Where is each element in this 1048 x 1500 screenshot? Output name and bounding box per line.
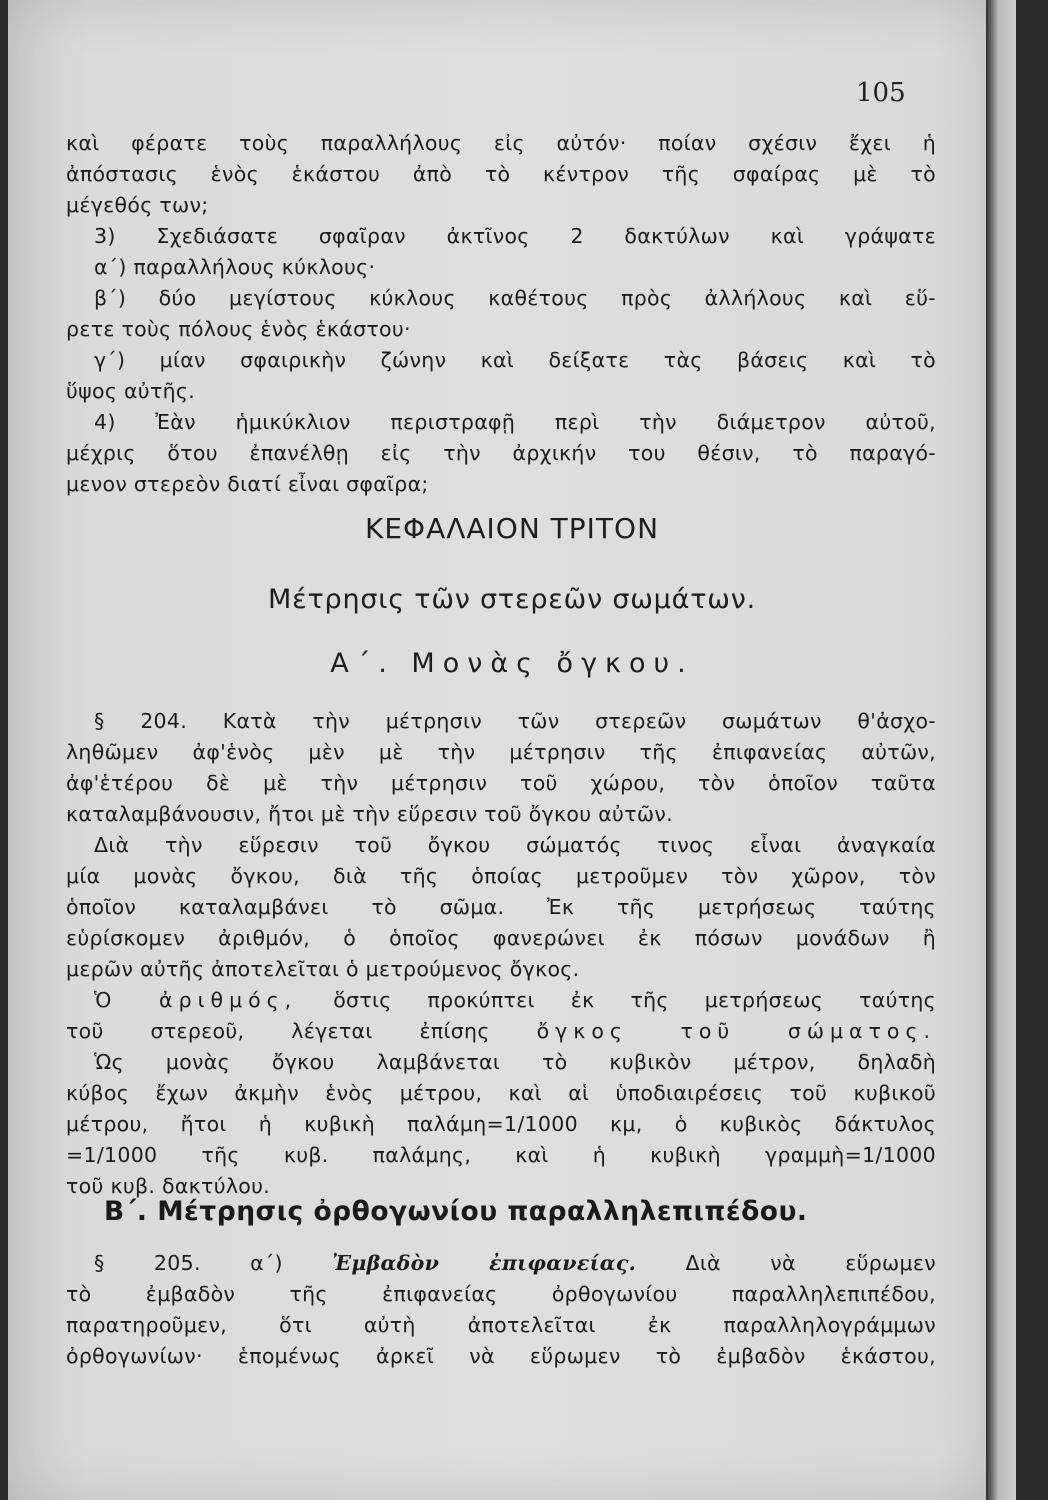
bold-term: Ἐμβαδὸν ἐπιφανείας. (332, 1251, 637, 1275)
text-line (66, 1248, 936, 1279)
text-fragment: § 205. α΄) (94, 1251, 283, 1275)
text-line: μέγεθός των; (66, 193, 209, 217)
chapter-title: Μέτρησις τῶν στερεῶν σωμάτων. (267, 584, 756, 615)
text-line: τὸ ἐμβαδὸν τῆς ἐπιφανείας ὀρθογωνίου παραλληλεπιπέδου, (66, 1282, 936, 1306)
text-line: ὀρθογωνίων· ἑπομένως ἀρκεῖ νὰ εὕρωμεν τὸ ἐμβαδὸν ἑκάστου, (66, 1344, 936, 1368)
text-fragment: Διὰ νὰ εὕρωμεν (685, 1251, 936, 1275)
page-number: 105 (856, 78, 906, 108)
book-page (8, 0, 1016, 1500)
paragraph-205 (66, 1248, 936, 1372)
paragraph-204 (66, 706, 936, 1202)
text-line: εὑρίσκομεν ἀριθμόν, ὁ ὁποῖος φανερώνει ἐκ πόσων μονάδων ἢ (66, 926, 936, 950)
text-line: ληθῶμεν ἀφ'ἑνὸς μὲν μὲ τὴν μέτρησιν τῆς ἐπιφανείας αὐτῶν, (66, 740, 936, 764)
text-line: 4) Ἐὰν ἡμικύκλιον περιστραφῇ περὶ τὴν διάμετρον αὐτοῦ, (94, 410, 936, 434)
text-line: κύβος ἔχων ἀκμὴν ἑνὸς μέτρου, καὶ αἱ ὑποδιαιρέσεις τοῦ κυβικοῦ (66, 1081, 936, 1105)
section-a-heading: Α΄. Μονὰς ὄγκου. (330, 648, 694, 679)
text-line: ὕψος αὐτῆς. (66, 379, 196, 403)
text-line: ἀπόστασις ἑνὸς ἑκάστου ἀπὸ τὸ κέντρον τῆς σφαίρας μὲ τὸ (66, 162, 936, 186)
section-b-heading: Β΄. Μέτρησις ὀρθογωνίου παραλληλεπιπέδου. (104, 1196, 808, 1227)
text-line: τοῦ κυβ. δακτύλου. (66, 1174, 271, 1198)
text-line (66, 1016, 936, 1047)
text-line: μερῶν αὐτῆς ἀποτελεῖται ὁ μετρούμενος ὄγκος. (66, 957, 580, 981)
text-line: α΄) παραλλήλους κύκλους· (94, 255, 376, 279)
spaced-term: ὄγκος τοῦ σώματος. (536, 1019, 936, 1043)
text-line: Ὡς μονὰς ὄγκου λαμβάνεται τὸ κυβικὸν μέτρον, δηλαδὴ (94, 1050, 936, 1074)
text-line: παρατηροῦμεν, ὅτι αὐτὴ ἀποτελεῖται ἐκ παραλληλογράμμων (66, 1313, 936, 1337)
page-edge-shadow (986, 0, 1016, 1500)
text-line: μία μονὰς ὄγκου, διὰ τῆς ὁποίας μετροῦμεν τὸν χῶρον, τὸν (66, 864, 936, 888)
text-line: Διὰ τὴν εὕρεσιν τοῦ ὄγκου σώματός τινος εἶναι ἀναγκαία (94, 833, 936, 857)
text-line: 3) Σχεδιάσατε σφαῖραν ἀκτῖνος 2 δακτύλων καὶ γράψατε (94, 224, 936, 248)
text-line: μέχρις ὅτου ἐπανέλθῃ εἰς τὴν ἀρχικήν του θέσιν, τὸ παραγό- (66, 441, 936, 465)
exercises-text (66, 128, 936, 500)
spaced-term: Ὁ ἀριθμός, (94, 988, 298, 1012)
text-line: ρετε τοὺς πόλους ἑνὸς ἑκάστου· (66, 317, 411, 341)
text-line: καὶ φέρατε τοὺς παραλλήλους εἰς αὐτόν· ποίαν σχέσιν ἔχει ἡ (66, 131, 936, 155)
text-line: γ΄) μίαν σφαιρικὴν ζώνην καὶ δείξατε τὰς βάσεις καὶ τὸ (94, 348, 936, 372)
chapter-heading: ΚΕΦΑΛΑΙΟΝ ΤΡΙΤΟΝ (364, 512, 660, 545)
text-line: καταλαμβάνουσιν, ἤτοι μὲ τὴν εὕρεσιν τοῦ ὄγκου αὐτῶν. (66, 802, 673, 826)
text-line: β΄) δύο μεγίστους κύκλους καθέτους πρὸς ἀλλήλους καὶ εὕ- (94, 286, 936, 310)
text-fragment: τοῦ στερεοῦ, λέγεται ἐπίσης (66, 1019, 490, 1043)
text-line (66, 985, 936, 1016)
text-line: μενον στερεὸν διατί εἶναι σφαῖρα; (66, 472, 429, 496)
text-line: μέτρου, ἤτοι ἡ κυβικὴ παλάμη=1/1000 κμ, ὁ κυβικὸς δάκτυλος (66, 1112, 936, 1136)
text-line: =1/1000 τῆς κυβ. παλάμης, καὶ ἡ κυβικὴ γραμμὴ=1/1000 (66, 1143, 936, 1167)
text-line: ὁποῖον καταλαμβάνει τὸ σῶμα. Ἐκ τῆς μετρήσεως ταύτης (66, 895, 936, 919)
text-line: § 204. Κατὰ τὴν μέτρησιν τῶν στερεῶν σωμάτων θ'ἀσχο- (94, 709, 936, 733)
text-line: ἀφ'ἑτέρου δὲ μὲ τὴν μέτρησιν τοῦ χώρου, τὸν ὁποῖον ταῦτα (66, 771, 936, 795)
text-fragment: ὅστις προκύπτει ἐκ τῆς μετρήσεως ταύτης (333, 988, 936, 1012)
